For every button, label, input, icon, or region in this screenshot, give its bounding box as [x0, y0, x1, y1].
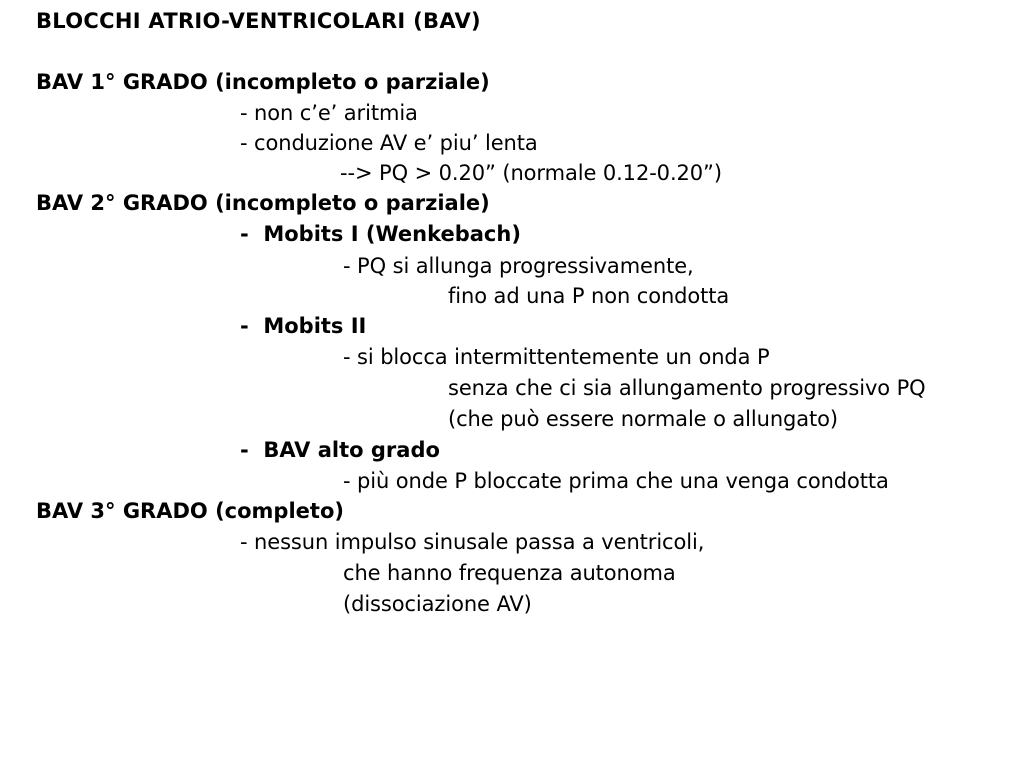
- text-line-mobits2-b1: - si blocca intermittentemente un onda P: [343, 345, 770, 369]
- text-line-bav-alto: - BAV alto grado: [240, 438, 440, 462]
- text-line-mobits2-b2: senza che ci sia allungamento progressivo PQ: [448, 376, 926, 400]
- text-line-mobits2-b3: (che può essere normale o allungato): [448, 407, 839, 431]
- text-line-bav1-heading: BAV 1° GRADO (incompleto o parziale): [36, 70, 490, 94]
- text-line-title: BLOCCHI ATRIO-VENTRICOLARI (BAV): [36, 9, 481, 33]
- text-line-bav3-heading: BAV 3° GRADO (completo): [36, 499, 344, 523]
- text-line-bav3-b3: (dissociazione AV): [343, 592, 532, 616]
- text-line-mobits1-b1: - PQ si allunga progressivamente,: [343, 254, 694, 278]
- text-line-bav3-b2: che hanno frequenza autonoma: [343, 561, 676, 585]
- text-line-bav1-b1: - non c’e’ aritmia: [240, 101, 418, 125]
- text-line-mobits1: - Mobits I (Wenkebach): [240, 222, 521, 246]
- text-line-bav3-b1: - nessun impulso sinusale passa a ventricoli,: [240, 530, 705, 554]
- text-line-bav1-b3: --> PQ > 0.20” (normale 0.12-0.20”): [340, 161, 722, 185]
- text-line-mobits1-b2: fino ad una P non condotta: [448, 284, 730, 308]
- text-line-bav2-heading: BAV 2° GRADO (incompleto o parziale): [36, 191, 490, 215]
- text-line-mobits2: - Mobits II: [240, 314, 367, 338]
- text-line-bav-alto-b1: - più onde P bloccate prima che una venga condotta: [343, 469, 889, 493]
- text-line-bav1-b2: - conduzione AV e’ piu’ lenta: [240, 131, 538, 155]
